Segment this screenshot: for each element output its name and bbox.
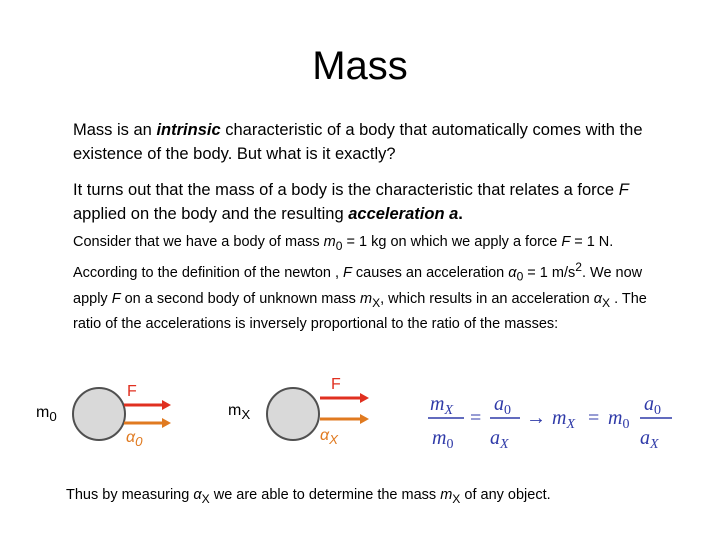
p3-subX2: X: [601, 295, 611, 310]
body2-m-sub: X: [241, 407, 251, 423]
p3-t2: = 1 kg on which we apply a force: [342, 234, 562, 250]
eq-equals-2: =: [588, 407, 600, 429]
body2-m: m: [228, 402, 242, 419]
footer-a: α: [193, 487, 202, 503]
body1-accel-arrow: [122, 417, 172, 429]
eq-arrow: →: [526, 407, 546, 429]
footer-text: [66, 485, 686, 509]
p3-t5: = 1 m/s: [523, 265, 576, 282]
body1-a-sub: 0: [135, 434, 143, 450]
eq-aX-den: $a_X$: [490, 427, 509, 452]
eq-a0-num: $a_0$: [494, 393, 511, 418]
body2-force-arrow: [318, 392, 370, 404]
body1-ball: [72, 387, 126, 441]
paragraph-definition: [73, 178, 673, 226]
footer-t3: of any object.: [460, 487, 551, 503]
footer-t2: we are able to determine the mass: [209, 487, 441, 503]
mass-ratio-equation: [428, 388, 678, 458]
body1-m: m: [36, 404, 50, 421]
body2-accel-label: [320, 427, 338, 447]
footer-sub: X: [201, 491, 210, 506]
p3-sub0: 0: [335, 238, 343, 253]
eq-aX-den-2: $a_X$: [640, 427, 659, 452]
p3-F3: F: [111, 290, 121, 307]
body1-a: α: [126, 429, 136, 446]
p2-force: F: [618, 181, 629, 199]
eq-a0-num-2: $a_0$: [644, 393, 661, 418]
p3-m: m: [323, 234, 336, 250]
body1-force-arrow: [122, 399, 172, 411]
body2-ball: [266, 387, 320, 441]
p3-F1: F: [561, 234, 571, 250]
p3-a: α: [508, 265, 517, 282]
paragraph-intrinsic: [73, 118, 673, 166]
body2-mass-label: [228, 402, 250, 422]
p3-F2: F: [343, 265, 352, 282]
body1-accel-label: [126, 429, 143, 449]
eq-mX-num: $m_X$: [430, 393, 454, 418]
eq-mX: $m_X$: [552, 407, 576, 432]
p3-t4: causes an acceleration: [351, 265, 509, 282]
p2-period: .: [458, 205, 463, 223]
p3-t1: Consider that we have a body of mass: [73, 234, 324, 250]
p3-subX: X: [372, 295, 381, 310]
body2-accel-arrow: [318, 413, 370, 425]
p3-sub0b: 0: [516, 270, 524, 285]
p1-text-a: Mass is an: [73, 121, 157, 139]
footer-sub2: X: [452, 491, 461, 506]
paragraph-example: [73, 232, 673, 336]
body2-a: α: [320, 427, 330, 444]
p3-t8: , which results in an acceleration: [380, 290, 594, 307]
p1-intrinsic: intrinsic: [156, 121, 221, 139]
slide-title: Mass: [312, 44, 408, 88]
body1-force-label: F: [127, 383, 137, 400]
footer-m: m: [440, 487, 453, 503]
eq-m0: $m_0$: [608, 407, 630, 432]
p3-a2: α: [593, 290, 602, 307]
body1-mass-label: [36, 404, 57, 424]
p2-text-b: applied on the body and the resulting: [73, 205, 349, 223]
p3-t6: . We now apply: [73, 265, 643, 307]
p3-sup2: 2: [575, 260, 582, 275]
p2-acceleration: acceleration a: [348, 205, 459, 223]
body2-force-label: F: [331, 376, 341, 393]
p2-text-a: It turns out that the mass of a body is the characteristic that relates a force: [73, 181, 619, 199]
body2-a-sub: X: [329, 432, 339, 448]
eq-m0-den: $m_0$: [432, 427, 454, 452]
p3-m2: m: [359, 290, 373, 307]
eq-equals-1: =: [470, 407, 482, 429]
p1-text-b: characteristic of a body that automatically comes with the existence of the body. But what is it exactly?: [73, 121, 643, 163]
p3-t3: = 1 N. According to the definition of the newton ,: [73, 234, 614, 282]
p3-t9: . The ratio of the accelerations is inversely proportional to the ratio of the masses:: [73, 290, 647, 332]
footer-t1: Thus by measuring: [66, 487, 194, 503]
body1-m-sub: 0: [49, 409, 57, 425]
p3-t7: on a second body of unknown mass: [120, 290, 360, 307]
